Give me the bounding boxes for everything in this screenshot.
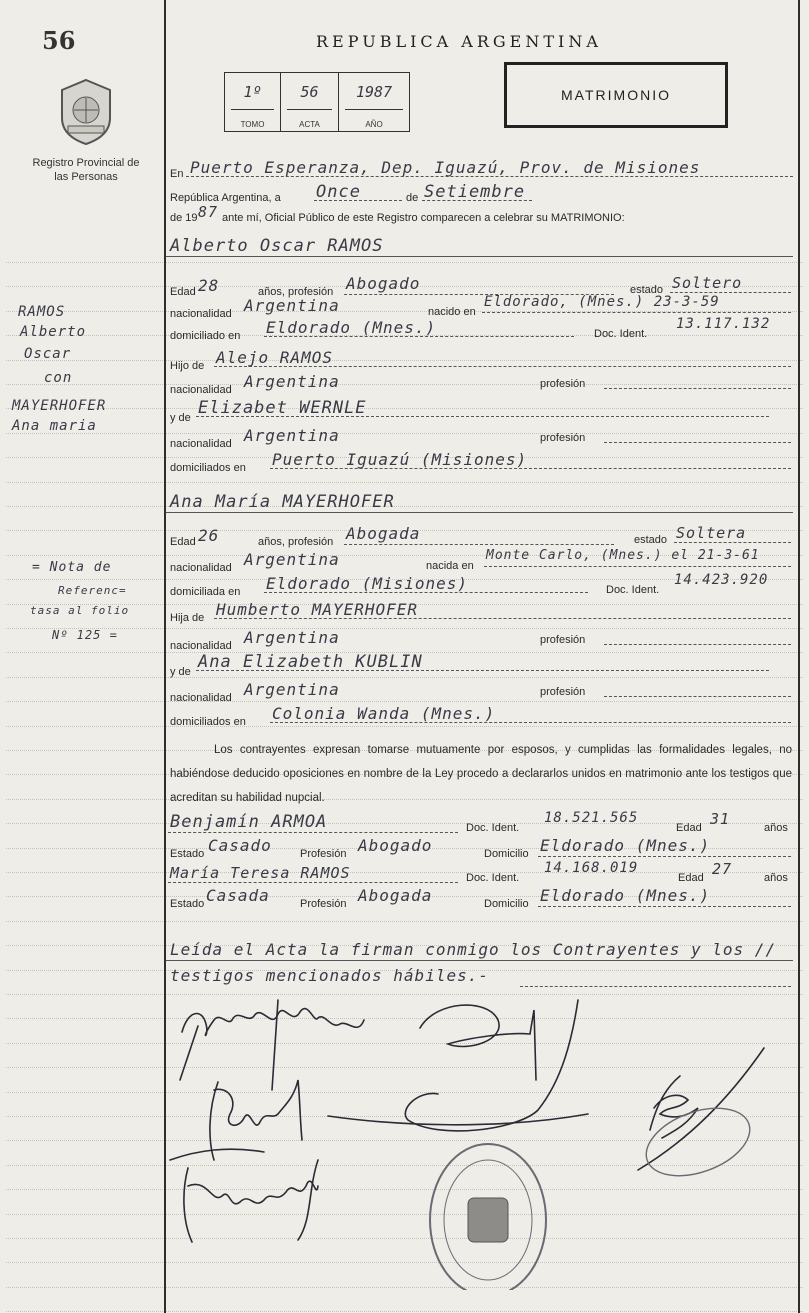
- edad-label: Edad: [170, 286, 196, 298]
- right-border: [798, 0, 800, 1313]
- en-label: En: [170, 168, 184, 180]
- groom-age: 28: [198, 276, 220, 295]
- witness-2-domicile: Eldorado (Mnes.): [540, 886, 711, 905]
- official-stamp-left: [430, 1144, 546, 1290]
- edad-label: Edad: [170, 536, 196, 548]
- hija-de-label: Hija de: [170, 612, 205, 624]
- ruled-line: [6, 506, 803, 507]
- groom-status: Soltero: [672, 274, 743, 292]
- witness-2-doc: 14.168.019: [544, 860, 639, 876]
- witness-1-age: 31: [710, 810, 731, 828]
- bride-doc: 14.423.920: [674, 572, 769, 588]
- bride-name: Ana María MAYERHOFER: [170, 492, 395, 512]
- ruled-line: [6, 628, 803, 629]
- nacionalidad-label: nacionalidad: [170, 308, 232, 320]
- de19-label: de 19: [170, 212, 198, 224]
- margin-name-4: con: [44, 370, 73, 386]
- nacionalidad-label: nacionalidad: [170, 438, 232, 450]
- doc-ident-label: Doc. Ident.: [594, 328, 648, 340]
- groom-doc: 13.117.132: [676, 316, 771, 332]
- closing-line-1: Leída el Acta la firman conmigo los Contrayentes y los //: [170, 940, 777, 959]
- witness-1-domicile: Eldorado (Mnes.): [540, 836, 711, 855]
- bride-domicile: Eldorado (Misiones): [266, 574, 469, 593]
- y-de-label: y de: [170, 412, 191, 424]
- groom-mother-nationality: Argentina: [244, 426, 340, 445]
- tomo-value: 1º: [243, 83, 262, 101]
- act-type-box: MATRIMONIO: [504, 62, 728, 128]
- anos-profesion-label: años, profesión: [258, 536, 334, 548]
- groom-nationality: Argentina: [244, 296, 340, 315]
- bride-mother-nationality: Argentina: [244, 680, 340, 699]
- margin-name-5: MAYERHOFER: [12, 398, 107, 414]
- y-de-label: y de: [170, 666, 191, 678]
- doc-ident-label: Doc. Ident.: [466, 822, 520, 834]
- bride-parents-domicile: Colonia Wanda (Mnes.): [272, 704, 496, 723]
- page-number: 56: [42, 26, 76, 55]
- domiciliados-en-label: domiciliados en: [170, 716, 246, 728]
- witness-1-name: Benjamín ARMOA: [170, 812, 328, 832]
- profesion-label: profesión: [540, 378, 586, 390]
- tomo-label: TOMO: [240, 120, 265, 129]
- profesion-label: profesión: [540, 634, 586, 646]
- bride-born: Monte Carlo, (Mnes.) el 21-3-61: [486, 548, 760, 563]
- groom-father: Alejo RAMOS: [216, 348, 333, 367]
- nacionalidad-label: nacionalidad: [170, 692, 232, 704]
- profesion-label: profesión: [540, 432, 586, 444]
- signature-scribbles: [170, 1000, 764, 1242]
- ruled-line: [6, 677, 803, 678]
- ano-value: 1987: [355, 83, 393, 101]
- ruled-line: [6, 726, 803, 727]
- nacida-en-label: nacida en: [426, 560, 474, 572]
- preamble-tail: ante mí, Oficial Público de este Registro comparecen a celebrar su MATRIMONIO:: [222, 212, 625, 224]
- witness-2-status: Casada: [206, 886, 270, 905]
- nacido-en-label: nacido en: [428, 306, 476, 318]
- republic-label: República Argentina, a: [170, 192, 281, 204]
- edad-label: Edad: [676, 822, 702, 834]
- ruled-line: [6, 1311, 803, 1312]
- ano-label: AÑO: [365, 120, 383, 129]
- de-label: de: [406, 192, 419, 204]
- nacionalidad-label: nacionalidad: [170, 562, 232, 574]
- ruled-line: [6, 433, 803, 434]
- bride-mother: Ana Elizabeth KUBLIN: [198, 652, 423, 672]
- ruled-line: [6, 921, 803, 922]
- margin-note-2: Referenc=: [58, 584, 127, 597]
- bride-profession: Abogada: [346, 524, 421, 543]
- country-title: REPUBLICA ARGENTINA: [316, 32, 602, 51]
- ruled-line: [6, 262, 803, 263]
- registry-name: Registro Provincial de las Personas: [32, 157, 140, 183]
- edad-label: Edad: [678, 872, 704, 884]
- day-value: Once: [316, 182, 361, 202]
- margin-note-1: = Nota de: [32, 560, 112, 575]
- bride-father-nationality: Argentina: [244, 628, 340, 647]
- margin-name-3: Oscar: [24, 346, 72, 362]
- place-value: Puerto Esperanza, Dep. Iguazú, Prov. de Misiones: [190, 158, 701, 177]
- groom-parents-domicile: Puerto Iguazú (Misiones): [272, 450, 528, 469]
- witness-1-status: Casado: [208, 836, 272, 855]
- margin-divider: [164, 0, 166, 1313]
- witness-2-age: 27: [712, 860, 733, 878]
- ruled-line: [6, 360, 803, 361]
- bride-nationality: Argentina: [244, 550, 340, 569]
- bride-age: 26: [198, 526, 220, 545]
- acta-label: ACTA: [299, 120, 320, 129]
- doc-ident-label: Doc. Ident.: [466, 872, 520, 884]
- witness-1-doc: 18.521.565: [544, 810, 639, 826]
- bride-father: Humberto MAYERHOFER: [216, 600, 419, 619]
- acta-cell: [281, 73, 339, 131]
- groom-domicile: Eldorado (Mnes.): [266, 318, 437, 337]
- acta-value: 56: [300, 83, 319, 101]
- closing-line-2: testigos mencionados hábiles.-: [170, 966, 489, 985]
- profesion-label: profesión: [540, 686, 586, 698]
- ano-cell: [339, 73, 409, 131]
- ruled-line: [6, 408, 803, 409]
- tomo-cell: [225, 73, 281, 131]
- margin-name-1: RAMOS: [18, 304, 66, 320]
- signatures: [168, 990, 768, 1290]
- nacionalidad-label: nacionalidad: [170, 384, 232, 396]
- provincial-emblem-icon: [56, 78, 116, 146]
- anos-label: años: [764, 822, 788, 834]
- bride-status: Soltera: [676, 524, 747, 542]
- witness-1-profession: Abogado: [358, 836, 433, 855]
- groom-born: Eldorado, (Mnes.) 23-3-59: [484, 294, 720, 310]
- declaration-text: Los contrayentes expresan tomarse mutuamente por esposos, y cumplidas las formalidades legales, no habiéndose deducido oposiciones en nombre de la Ley procedo a declararlos unidos en matrimonio ante los testigos que acreditan su habilidad nupcial.: [170, 744, 792, 804]
- month-value: Setiembre: [424, 182, 526, 202]
- margin-note-3: tasa al folio: [30, 604, 130, 617]
- estado-label: estado: [634, 534, 668, 546]
- domiciliada-en-label: domiciliada en: [170, 586, 241, 598]
- ruled-line: [6, 384, 803, 385]
- domiciliado-en-label: domiciliado en: [170, 330, 241, 342]
- domicilio-label: Domicilio: [484, 848, 529, 860]
- year-value: 87: [198, 203, 219, 221]
- estado-label: Estado: [170, 848, 205, 860]
- groom-name: Alberto Oscar RAMOS: [170, 236, 384, 256]
- margin-name-6: Ana maria: [12, 418, 97, 434]
- witness-2-name: María Teresa RAMOS: [170, 864, 351, 882]
- domicilio-label: Domicilio: [484, 898, 529, 910]
- anos-profesion-label: años, profesión: [258, 286, 334, 298]
- estado-label: estado: [630, 284, 664, 296]
- hijo-de-label: Hijo de: [170, 360, 205, 372]
- record-box: [224, 72, 410, 132]
- profesion-label: Profesión: [300, 898, 347, 910]
- margin-name-2: Alberto: [20, 324, 87, 340]
- groom-father-nationality: Argentina: [244, 372, 340, 391]
- ruled-line: [6, 482, 803, 483]
- domiciliados-en-label: domiciliados en: [170, 462, 246, 474]
- groom-mother: Elizabet WERNLE: [198, 398, 367, 418]
- groom-profession: Abogado: [346, 274, 421, 293]
- estado-label: Estado: [170, 898, 205, 910]
- doc-ident-label: Doc. Ident.: [606, 584, 660, 596]
- margin-note-4: Nº 125 =: [52, 628, 118, 642]
- nacionalidad-label: nacionalidad: [170, 640, 232, 652]
- ruled-line: [6, 701, 803, 702]
- profesion-label: Profesión: [300, 848, 347, 860]
- anos-label: años: [764, 872, 788, 884]
- witness-2-profession: Abogada: [358, 886, 433, 905]
